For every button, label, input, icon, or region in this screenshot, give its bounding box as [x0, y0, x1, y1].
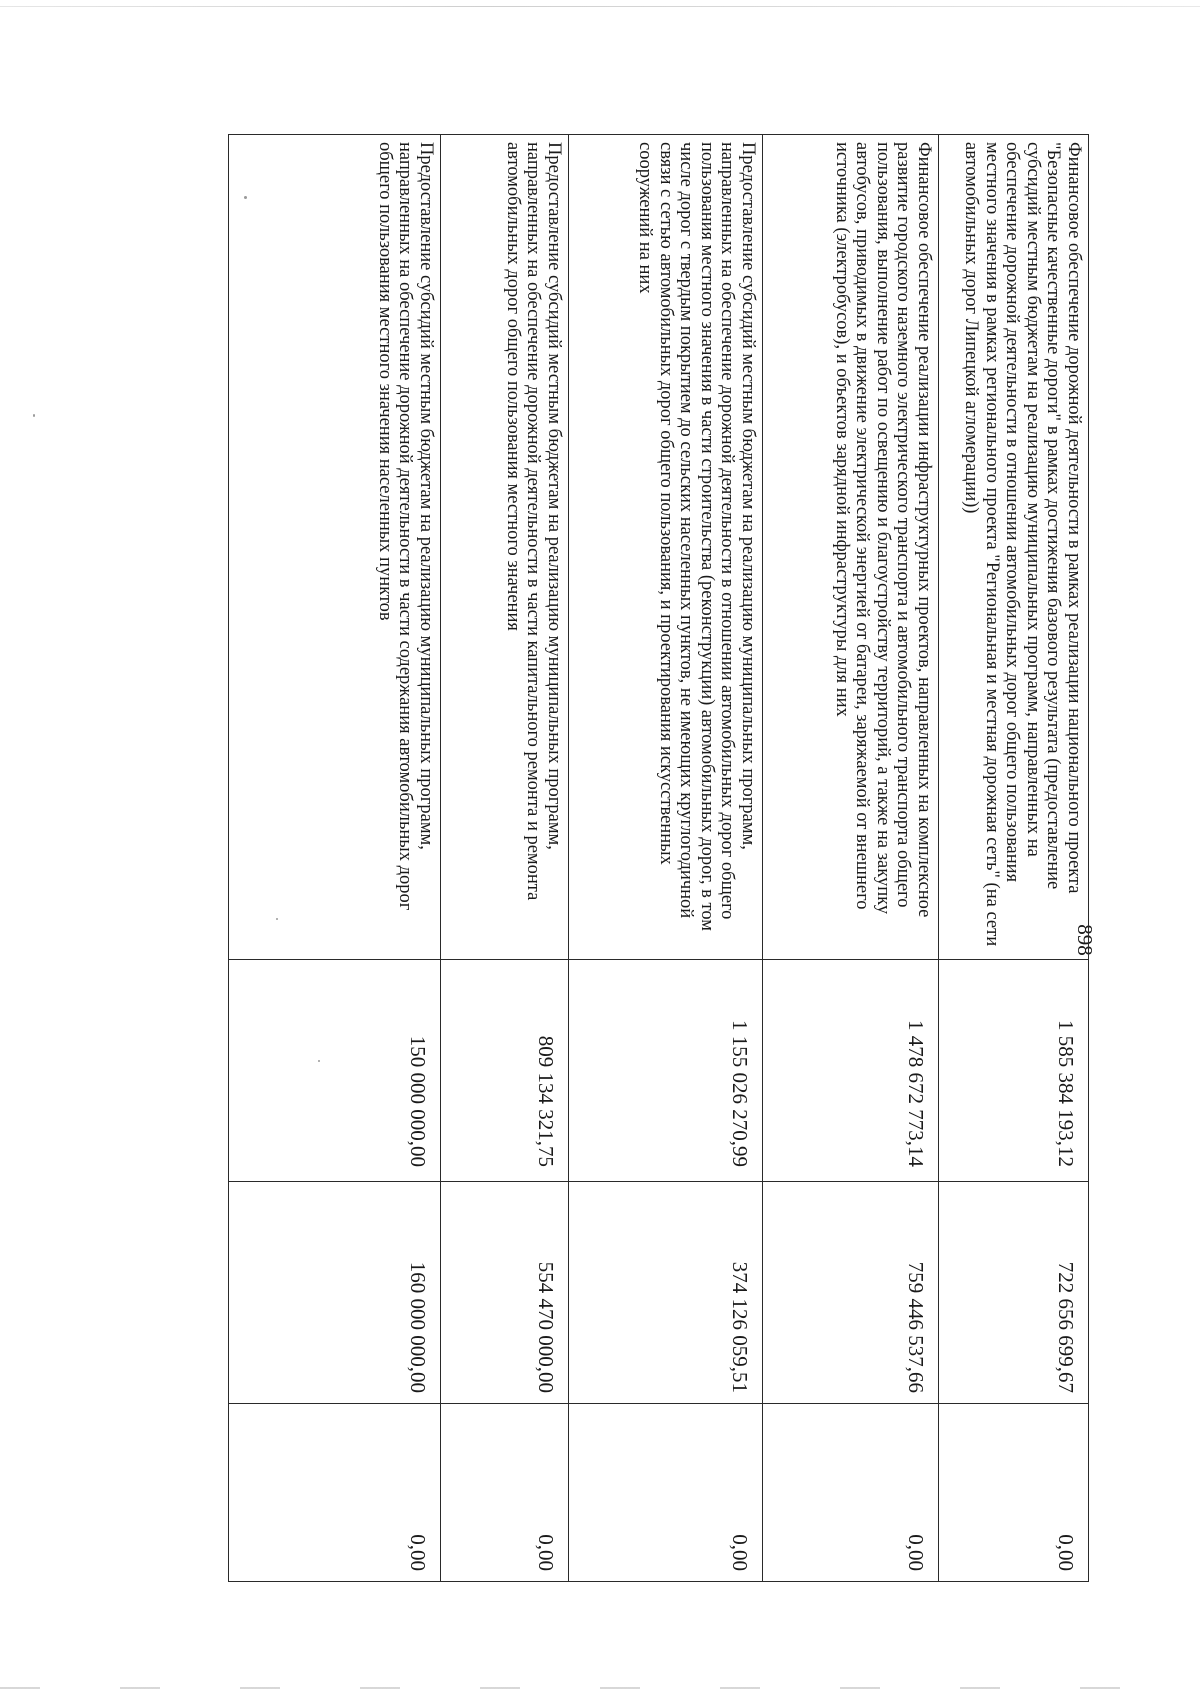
row-amount-2: 554 470 000,00: [441, 1182, 569, 1404]
row-amount-3: 0,00: [763, 1404, 939, 1582]
row-amount-1: 1 478 672 773,14: [763, 960, 939, 1182]
row-description: Финансовое обеспечение дорожной деятельности в рамках реализации национального проекта "Безопасные качественные дороги" в рамках достижения базового результата (предоставление субсидий местным бюджетам на реализацию муниципальных программ, направленных на обеспечение дорожной деятельности в отношении автомобильных дорог общего пользования местного значения в рамках регионального проекта "Региональная и местная дорожная сеть" (на сети автомобильных дорог Липецкой агломерации)): [939, 135, 1089, 960]
budget-table: [228, 134, 1089, 1582]
scan-top-edge: [0, 6, 1200, 7]
table-row: [569, 135, 763, 1582]
scan-speck: [33, 414, 35, 417]
table-row: [229, 135, 441, 1582]
row-amount-1: 1 585 384 193,12: [939, 960, 1089, 1182]
row-amount-1: 1 155 026 270,99: [569, 960, 763, 1182]
table-row: [939, 135, 1089, 1582]
row-amount-3: 0,00: [569, 1404, 763, 1582]
row-amount-2: 374 126 059,51: [569, 1182, 763, 1404]
row-amount-1: 150 000 000,00: [229, 960, 441, 1182]
row-amount-1: 809 134 321,75: [441, 960, 569, 1182]
row-description: Предоставление субсидий местным бюджетам на реализацию муниципальных программ, направленных на обеспечение дорожной деятельности в отношении автомобильных дорог общего пользования местного значения в части строительства (реконструкции) автомобильных дорог, в том числе дорог с твердым покрытием до сельских населенных пунктов, не имеющих круглогодичной связи с сетью автомобильных дорог общего пользования, и проектирования искусственных сооружений на них: [569, 135, 763, 960]
budget-table-rotated: [229, 134, 1089, 1581]
row-amount-2: 160 000 000,00: [229, 1182, 441, 1404]
row-amount-3: 0,00: [229, 1404, 441, 1582]
table-row: [441, 135, 569, 1582]
row-description: Предоставление субсидий местным бюджетам на реализацию муниципальных программ, направленных на обеспечение дорожной деятельности в части содержания автомобильных дорог общего пользования местного значения населенных пунктов: [229, 135, 441, 960]
table-row: [763, 135, 939, 1582]
row-description: Предоставление субсидий местным бюджетам на реализацию муниципальных программ, направленных на обеспечение дорожной деятельности в части капитального ремонта и ремонта автомобильных дорог общего пользования местного значения: [441, 135, 569, 960]
scan-bottom-marks: [0, 1687, 1200, 1689]
row-description: Финансовое обеспечение реализации инфраструктурных проектов, направленных на комплексное развитие городского наземного электрического транспорта и автомобильного транспорта общего пользования, выполнение работ по освещению и благоустройству территорий, а также на закупку автобусов, приводимых в движение электрической энергией от батареи, заряжаемой от внешнего источника (электробусов), и объектов зарядной инфраструктуры для них: [763, 135, 939, 960]
row-amount-2: 759 446 537,66: [763, 1182, 939, 1404]
row-amount-2: 722 656 699,67: [939, 1182, 1089, 1404]
row-amount-3: 0,00: [939, 1404, 1089, 1582]
row-amount-3: 0,00: [441, 1404, 569, 1582]
page-number: 898: [1073, 924, 1097, 956]
